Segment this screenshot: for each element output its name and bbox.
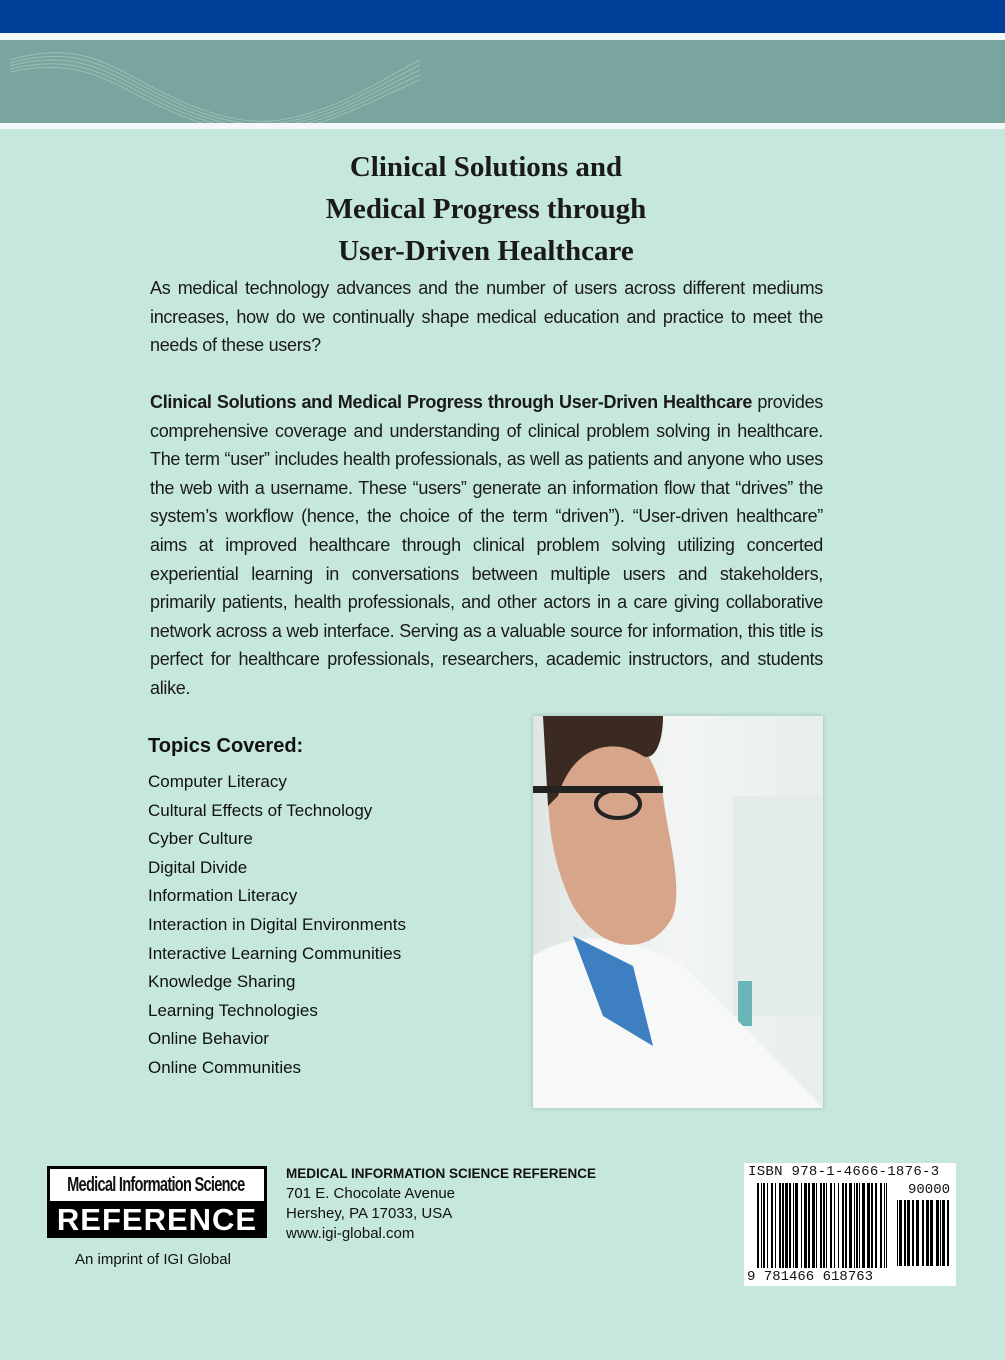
doctor-illustration bbox=[533, 716, 823, 1108]
barcode-bar bbox=[771, 1183, 773, 1268]
barcode-bar bbox=[884, 1183, 885, 1268]
barcode-bar bbox=[761, 1183, 762, 1268]
barcode-bar bbox=[785, 1183, 788, 1268]
barcode-bar bbox=[804, 1183, 807, 1268]
topic-item: Computer Literacy bbox=[148, 772, 287, 791]
barcode-bar bbox=[808, 1183, 810, 1268]
barcode-digits: 9 781466 618763 bbox=[747, 1269, 874, 1285]
topic-item: Digital Divide bbox=[148, 857, 248, 877]
topic-item: Interactive Learning Communities bbox=[148, 943, 402, 963]
price-addon: 90000 bbox=[907, 1182, 950, 1198]
barcode-bar bbox=[757, 1183, 759, 1268]
barcode-bar bbox=[859, 1183, 860, 1268]
barcode-bar bbox=[849, 1183, 852, 1268]
barcode-bar bbox=[823, 1183, 825, 1268]
divider bbox=[0, 123, 1005, 129]
barcode-bar bbox=[816, 1183, 817, 1268]
wave-decoration-icon bbox=[0, 40, 1005, 123]
barcode-bar bbox=[775, 1183, 776, 1268]
barcode-bar bbox=[930, 1200, 933, 1266]
barcode-bar bbox=[907, 1200, 910, 1266]
isbn-text: ISBN 978-1-4666-1876-3 bbox=[748, 1164, 940, 1180]
topic-item: Cultural Effects of Technology bbox=[148, 800, 373, 820]
barcode-bar bbox=[838, 1183, 839, 1268]
barcode-bar bbox=[795, 1183, 798, 1268]
title-line: Clinical Solutions and bbox=[349, 151, 623, 183]
topics-list bbox=[148, 768, 406, 1083]
publisher-website: www.igi-global.com bbox=[286, 1225, 415, 1242]
barcode-bar bbox=[820, 1183, 822, 1268]
description-paragraph bbox=[150, 388, 823, 703]
barcode-bar bbox=[875, 1183, 877, 1268]
barcode-bar bbox=[886, 1183, 887, 1268]
barcode-bar bbox=[779, 1183, 781, 1268]
description-text: provides comprehensive coverage and understanding of clinical problem solving in healthcare. The term “user” includes health professionals, as well as patients and anyone who uses the web with a username. These “users” generate an information flow that “drives” the system’s workflow (hence, the choice of the term “driven”). “User-driven healthcare” aims at improved healthcare through clinical problem solving utilizing concerted experiential learning in conversations between multiple users and stakeholders, primarily patients, health professionals, and other actors in a care giving collaborative network across a web interface. Serving as a valuable source for information, this title is perfect for healthcare professionals, researchers, academic instructors, and students alike. bbox=[150, 392, 823, 698]
publisher-name: MEDICAL INFORMATION SCIENCE REFERENCE bbox=[286, 1166, 597, 1181]
barcode-bar bbox=[916, 1200, 919, 1266]
barcode-bar bbox=[856, 1183, 858, 1268]
barcode-bar bbox=[947, 1200, 949, 1266]
barcode-bar bbox=[904, 1200, 906, 1266]
intro-paragraph: As medical technology advances and the number of users across different mediums increases, how do we continually shape medical education and practice to meet the needs of these users? bbox=[150, 278, 823, 356]
topic-item: Learning Technologies bbox=[148, 1000, 318, 1020]
logo-line1: Medical Information Science bbox=[67, 1174, 245, 1196]
barcode-bar bbox=[793, 1183, 794, 1268]
barcode-bars bbox=[757, 1183, 887, 1268]
title-line: Medical Progress through bbox=[325, 193, 647, 225]
barcode-bar bbox=[845, 1183, 847, 1268]
topic-item: Information Literacy bbox=[148, 886, 298, 906]
barcode-bar bbox=[834, 1183, 835, 1268]
barcode-bar bbox=[789, 1183, 791, 1268]
barcode-bar bbox=[922, 1200, 924, 1266]
top-blue-band bbox=[0, 0, 1005, 33]
barcode-bar bbox=[763, 1183, 765, 1268]
barcode-bar bbox=[782, 1183, 784, 1268]
book-title-bold: Clinical Solutions and Medical Progress through User-Driven Healthcare bbox=[150, 392, 753, 412]
divider bbox=[0, 33, 1005, 40]
topic-item: Interaction in Digital Environments bbox=[148, 914, 406, 934]
barcode-bar bbox=[880, 1183, 882, 1268]
barcode-bar bbox=[899, 1200, 902, 1266]
topic-item: Cyber Culture bbox=[148, 829, 253, 849]
barcode-bar bbox=[936, 1200, 939, 1266]
topics-heading: Topics Covered: bbox=[148, 735, 304, 757]
addon-bars bbox=[897, 1200, 949, 1266]
barcode-bar bbox=[926, 1200, 929, 1266]
barcode-bar bbox=[912, 1200, 914, 1266]
isbn-barcode bbox=[744, 1163, 956, 1286]
barcode-bar bbox=[897, 1200, 898, 1266]
barcode-bar bbox=[940, 1200, 941, 1266]
logo-line2: REFERENCE bbox=[50, 1201, 264, 1238]
barcode-bar bbox=[867, 1183, 870, 1268]
publisher-city: Hershey, PA 17033, USA bbox=[286, 1205, 453, 1222]
topic-item: Knowledge Sharing bbox=[148, 972, 296, 992]
topic-item: Online Behavior bbox=[148, 1029, 269, 1049]
barcode-bar bbox=[942, 1200, 945, 1266]
imprint-text: An imprint of IGI Global bbox=[75, 1251, 231, 1268]
barcode-bar bbox=[801, 1183, 802, 1268]
book-title bbox=[200, 146, 772, 272]
title-line: User-Driven Healthcare bbox=[338, 235, 634, 267]
barcode-bar bbox=[854, 1183, 855, 1268]
publisher-info bbox=[286, 1164, 596, 1244]
barcode-bar bbox=[842, 1183, 844, 1268]
teal-wave-band bbox=[0, 40, 1005, 123]
publisher-address: 701 E. Chocolate Avenue bbox=[286, 1185, 456, 1202]
barcode-bar bbox=[826, 1183, 827, 1268]
barcode-bar bbox=[862, 1183, 865, 1268]
doctor-photo bbox=[533, 716, 823, 1108]
barcode-bar bbox=[830, 1183, 832, 1268]
topic-item: Online Communities bbox=[148, 1057, 302, 1077]
barcode-bar bbox=[767, 1183, 768, 1268]
publisher-logo bbox=[47, 1166, 267, 1238]
barcode-bar bbox=[812, 1183, 815, 1268]
barcode-bar bbox=[871, 1183, 873, 1268]
